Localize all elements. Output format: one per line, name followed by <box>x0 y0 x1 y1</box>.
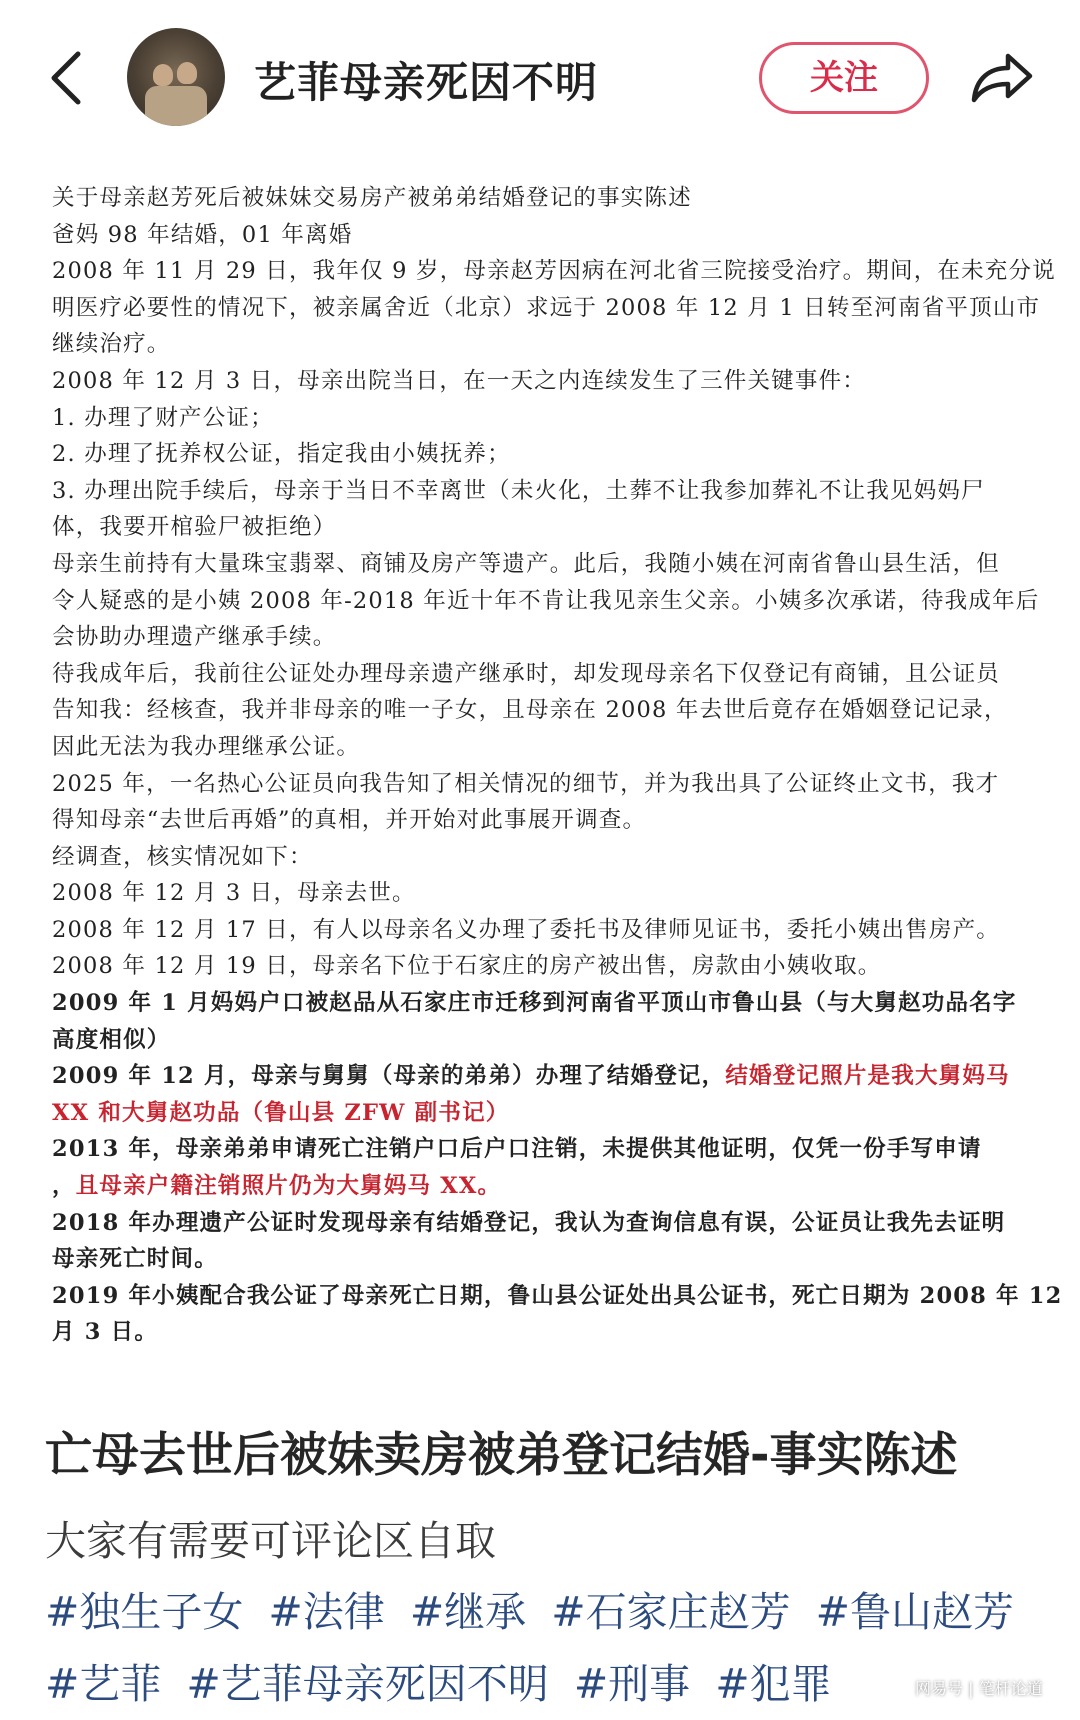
statement-line <box>52 509 1042 546</box>
statement-text: 2008 年 12 月 3 日，母亲去世。 <box>52 880 416 907</box>
statement-line <box>52 253 1056 290</box>
follow-button[interactable]: 关注 <box>759 42 929 114</box>
statement-line <box>52 1022 1042 1059</box>
statement-highlight: 且母亲户籍注销照片仍为大舅妈马 XX。 <box>75 1173 502 1200</box>
statement-text: 母亲死亡时间。 <box>52 1246 218 1273</box>
statement-line <box>52 400 1042 437</box>
statement-line <box>52 692 1042 729</box>
statement-text: 2019 年小姨配合我公证了母亲死亡日期，鲁山县公证处出具公证书，死亡日期为 2008 年 12 <box>52 1282 1063 1309</box>
statement-text: 2008 年 12 月 17 日，有人以母亲名义办理了委托书及律师见证书，委托小姨出售房产。 <box>52 916 1000 943</box>
statement-text: 继续治疗。 <box>52 331 171 358</box>
statement-text: ， <box>52 1173 76 1200</box>
statement-line <box>52 1058 1042 1095</box>
post-title: 亡母去世后被妹卖房被弟登记结婚-事实陈述 <box>45 1428 958 1483</box>
statement-line <box>52 985 1042 1022</box>
hashtag-link[interactable]: #犯罪 <box>715 1660 832 1708</box>
statement-line <box>52 290 1042 327</box>
avatar[interactable] <box>127 28 225 126</box>
statement-text: 2008 年 12 月 3 日，母亲出院当日，在一天之内连续发生了三件关键事件： <box>52 367 866 394</box>
statement-text: 因此无法为我办理继承公证。 <box>52 733 361 760</box>
hashtag-list <box>45 1576 1055 1720</box>
statement-line <box>52 473 1042 510</box>
hashtag-link[interactable]: #石家庄赵芳 <box>551 1588 791 1636</box>
post-subtitle: 大家有需要可评论区自取 <box>45 1517 496 1565</box>
statement-text: 2018 年办理遗产公证时发现母亲有结婚登记，我认为查询信息有误，公证员让我先去证明 <box>52 1209 1006 1236</box>
hashtag-link[interactable]: #艺菲 <box>45 1660 162 1708</box>
statement-line <box>52 1131 1042 1168</box>
statement-line <box>52 839 1042 876</box>
watermark: 网易号 | 笔杆论道 <box>915 1679 1043 1698</box>
statement-line <box>52 1241 1042 1278</box>
post-header <box>0 0 1080 160</box>
statement-text: 待我成年后，我前往公证处办理母亲遗产继承时，却发现母亲名下仅登记有商铺，且公证员 <box>52 660 1001 687</box>
hashtag-link[interactable]: #艺菲母亲死因不明 <box>186 1660 549 1708</box>
statement-text: 2025 年，一名热心公证员向我告知了相关情况的细节，并为我出具了公证终止文书，我才 <box>52 770 1000 797</box>
statement-highlight: 结婚登记照片是我大舅妈马 <box>725 1063 1010 1090</box>
statement-document-image <box>52 180 1063 1351</box>
statement-line <box>52 583 1042 620</box>
statement-text: 2009 年 12 月，母亲与舅舅（母亲的弟弟）办理了结婚登记， <box>52 1063 726 1090</box>
statement-text: 3. 办理出院手续后，母亲于当日不幸离世（未火化，土葬不让我参加葬礼不让我见妈妈尸 <box>52 477 985 504</box>
statement-line <box>52 619 1042 656</box>
hashtag-link[interactable]: #法律 <box>268 1588 385 1636</box>
statement-highlight: XX 和大舅赵功品（鲁山县 ZFW 副书记） <box>52 1099 510 1126</box>
statement-text: 2. 办理了抚养权公证，指定我由小姨抚养； <box>52 441 511 468</box>
statement-line <box>52 1205 1042 1242</box>
hashtag-link[interactable]: #独生子女 <box>45 1588 244 1636</box>
statement-line <box>52 180 1042 217</box>
hashtag-link[interactable]: #刑事 <box>573 1660 691 1708</box>
statement-line <box>52 436 1042 473</box>
statement-text: 令人疑惑的是小姨 2008 年-2018 年近十年不肯让我见亲生父亲。小姨多次承诺，待我成年后 <box>52 587 1040 614</box>
statement-text: 体，我要开棺验尸被拒绝） <box>52 514 337 541</box>
statement-line <box>52 1095 1042 1132</box>
statement-line <box>52 948 1042 985</box>
statement-text: 2013 年，母亲弟弟申请死亡注销户口后户口注销，未提供其他证明，仅凭一份手写申请 <box>52 1136 982 1163</box>
statement-text: 2008 年 11 月 29 日，我年仅 9 岁，母亲赵芳因病在河北省三院接受治疗。期间，在未充分说 <box>52 258 1056 285</box>
statement-line <box>52 766 1042 803</box>
statement-text: 关于母亲赵芳死后被妹妹交易房产被弟弟结婚登记的事实陈述 <box>52 185 692 211</box>
statement-line <box>52 363 1042 400</box>
statement-line <box>52 875 1042 912</box>
author-name-title[interactable]: 艺菲母亲死因不明 <box>254 58 599 107</box>
statement-line <box>52 729 1042 766</box>
statement-line <box>52 1278 1063 1315</box>
statement-line <box>52 1168 1042 1205</box>
share-arrow-icon[interactable] <box>968 46 1034 106</box>
statement-text: 1. 办理了财产公证； <box>52 404 274 431</box>
statement-text: 经调查，核实情况如下： <box>52 843 313 870</box>
statement-line <box>52 546 1042 583</box>
statement-text: 告知我：经核查，我并非母亲的唯一子女，且母亲在 2008 年去世后竟存在婚姻登记记录， <box>52 697 1008 724</box>
statement-text: 爸妈 98 年结婚，01 年离婚 <box>52 221 353 248</box>
statement-text: 会协助办理遗产继承手续。 <box>52 624 337 651</box>
statement-text: 明医疗必要性的情况下，被亲属舍近（北京）求远于 2008 年 12 月 1 日转至河南省平顶山市 <box>52 294 1041 321</box>
hashtag-link[interactable]: #鲁山赵芳 <box>815 1588 1014 1636</box>
statement-line <box>52 1314 1042 1351</box>
hashtag-link[interactable]: #继承 <box>409 1588 527 1636</box>
statement-text: 高度相似） <box>52 1026 171 1053</box>
statement-text: 得知母亲“去世后再婚”的真相，并开始对此事展开调查。 <box>52 807 647 834</box>
statement-line <box>52 326 1042 363</box>
statement-line <box>52 802 1042 839</box>
statement-text: 2009 年 1 月妈妈户口被赵品从石家庄市迁移到河南省平顶山市鲁山县（与大舅赵功品名字 <box>52 990 1017 1017</box>
statement-line <box>52 217 1042 254</box>
back-chevron-icon[interactable] <box>42 48 92 108</box>
statement-text: 2008 年 12 月 19 日，母亲名下位于石家庄的房产被出售，房款由小姨收取。 <box>52 953 882 980</box>
statement-line <box>52 912 1042 949</box>
statement-text: 月 3 日。 <box>52 1319 159 1346</box>
statement-text: 母亲生前持有大量珠宝翡翠、商铺及房产等遗产。此后，我随小姨在河南省鲁山县生活，但 <box>52 550 1001 577</box>
statement-line <box>52 656 1042 693</box>
